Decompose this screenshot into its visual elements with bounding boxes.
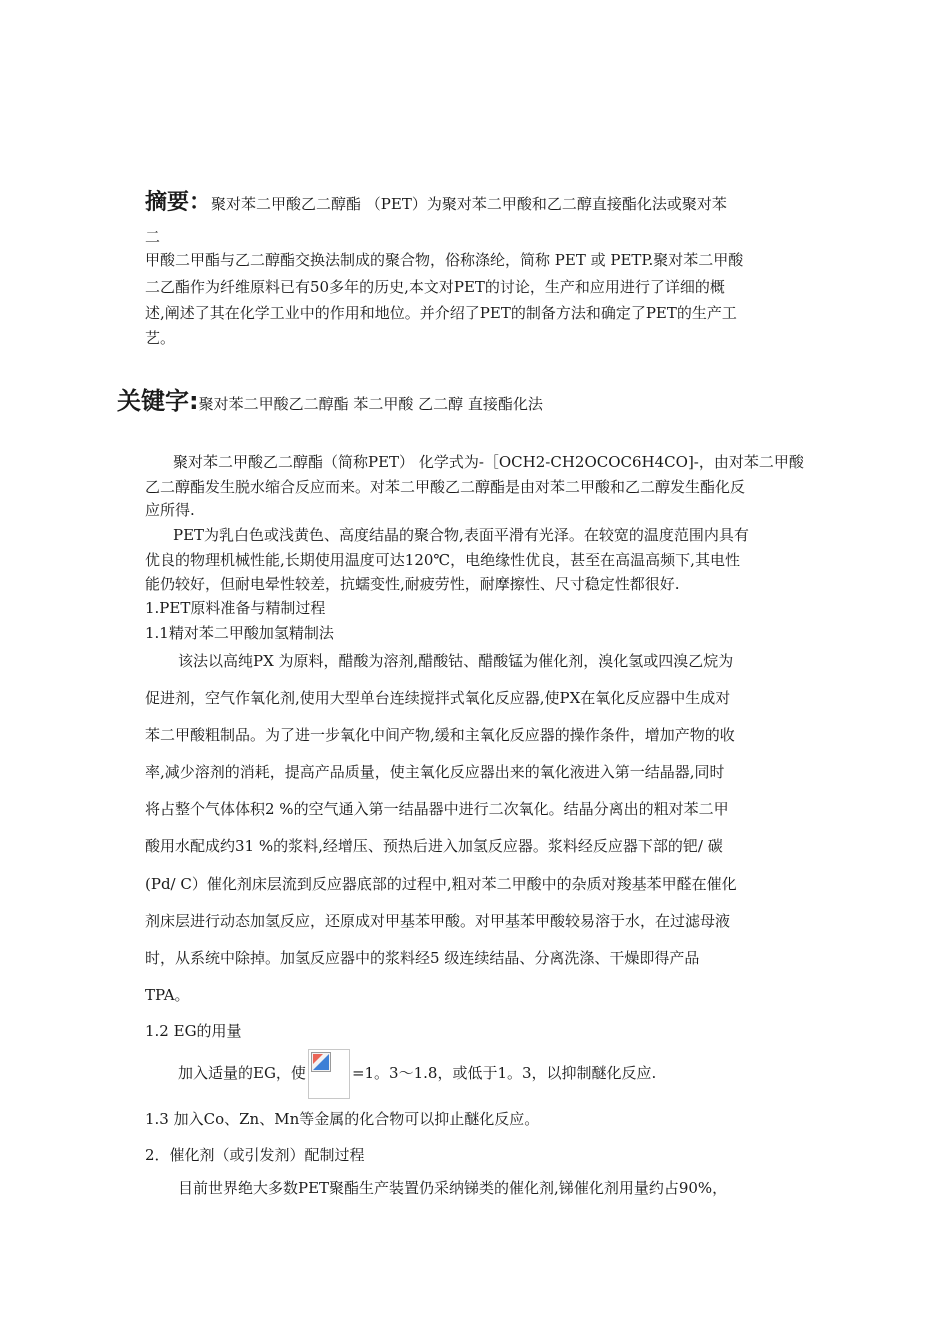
section-1-1-title: 1.1精对苯二甲酸加氢精制法 [145,624,334,642]
abstract-line-1 [145,188,817,219]
section-1-1-line-1: 该法以高纯PX 为原料，醋酸为溶剂,醋酸钴、醋酸锰为催化剂，溴化氢或四溴乙烷为 [178,652,734,670]
keywords-line [117,386,789,419]
section-2-line-1: 目前世界绝大多数PET聚酯生产装置仍采纳锑类的催化剂,锑催化剂用量约占90%， [178,1179,728,1197]
section-1-3-title: 1.3 加入Co、Zn、Mn等金属的化合物可以抑止醚化反应。 [145,1110,540,1128]
section-1-1-line-10: TPA。 [145,986,190,1004]
section-1-1-line-6: 酸用水配成约31 %的浆料,经增压、预热后进入加氢反应器。浆料经反应器下部的钯/ 碳 [145,837,723,855]
section-1-1-line-3: 苯二甲酸粗制品。为了进一步氧化中间产物,缓和主氧化反应器的操作条件，增加产物的收 [145,726,735,744]
section-1-2-formula-line [178,1048,850,1099]
abstract-label: 摘要： [145,190,212,215]
section-1-1-line-5: 将占整个气体体积2 %的空气通入第一结晶器中进行二次氧化。结晶分离出的粗对苯二甲 [145,800,729,818]
intro-p2-line-1: PET为乳白色或浅黄色、高度结晶的聚合物,表面平滑有光泽。在较宽的温度范围内具有 [173,526,749,544]
intro-p1-line-3: 应所得. [145,501,195,519]
section-2-title: 2．催化剂（或引发剂）配制过程 [145,1146,365,1164]
section-1-1-line-9: 时，从系统中除掉。加氢反应器中的浆料经5 级连续结晶、分离洗涤、干燥即得产品 [145,949,700,967]
abstract-line-3: 甲酸二甲酯与乙二醇酯交换法制成的聚合物，俗称涤纶，简称 PET 或 PETP.聚对苯二甲酸 [145,251,744,269]
intro-p1-line-1: 聚对苯二甲酸乙二醇酯（简称PET） 化学式为-［OCH2-CH2OCOC6H4CO]-，由对苯二甲酸 [173,453,804,471]
section-1-1-line-8: 剂床层进行动态加氢反应，还原成对甲基苯甲酸。对甲基苯甲酸较易溶于水，在过滤母液 [145,912,731,930]
intro-p1-line-2: 乙二醇酯发生脱水缩合反应而来。对苯二甲酸乙二醇酯是由对苯二甲酸和乙二醇发生酯化反 [145,478,746,496]
intro-p2-line-3: 能仍较好，但耐电晕性较差，抗蠕变性,耐疲劳性，耐摩擦性、尺寸稳定性都很好. [145,575,680,593]
broken-image-icon [311,1052,331,1072]
keywords-label: 关键字: [117,387,199,415]
abstract-text-1: 聚对苯二甲酸乙二醇酯 （PET）为聚对苯二甲酸和乙二醇直接酯化法或聚对苯 [211,195,727,213]
section-1-title: 1.PET原料准备与精制过程 [145,599,326,617]
abstract-line-4: 二乙酯作为纤维原料已有50多年的历史,本文对PET的讨论，生产和应用进行了详细的概 [145,278,725,296]
abstract-line-6: 艺。 [145,329,176,347]
intro-p2-line-2: 优良的物理机械性能,长期使用温度可达120℃，电绝缘性优良，甚至在高温高频下,其电性 [145,551,740,569]
abstract-line-5: 述,阐述了其在化学工业中的作用和地位。并介绍了PET的制备方法和确定了PET的生产工 [145,304,737,322]
section-1-1-line-2: 促进剂，空气作氧化剂,使用大型单台连续搅拌式氧化反应器,使PX在氧化反应器中生成对 [145,689,731,707]
formula-image [308,1049,350,1099]
keywords-text: 聚对苯二甲酸乙二醇酯 苯二甲酸 乙二醇 直接酯化法 [198,395,543,413]
section-1-1-line-4: 率,减少溶剂的消耗，提高产品质量，使主氧化反应器出来的氧化液进入第一结晶器,同时 [145,763,725,781]
formula-text-after: =1。3～1.8，或低于1。3，以抑制醚化反应. [351,1064,657,1082]
abstract-line-2: 二 [145,228,161,246]
section-1-2-title: 1.2 EG的用量 [145,1022,242,1040]
section-1-1-line-7: (Pd/ C）催化剂床层流到反应器底部的过程中,粗对苯二甲酸中的杂质对羧基苯甲醛在催化 [145,875,737,893]
formula-text-before: 加入适量的EG，使 [178,1064,306,1082]
